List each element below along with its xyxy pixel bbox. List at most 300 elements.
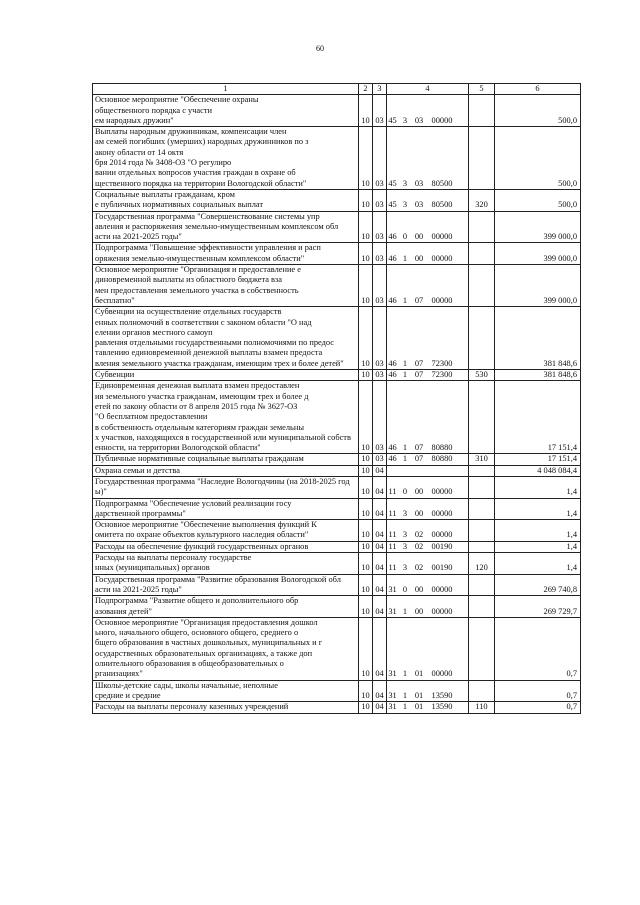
target-code-part: 07 <box>414 358 424 368</box>
row-target-code-cell <box>387 243 469 265</box>
row-name-cell <box>93 465 359 476</box>
row-name-line: енности, на территории Вологодской области" <box>95 443 261 453</box>
row-name-line: Школы-детские сады, школы начальные, неполные <box>95 680 278 690</box>
target-code-part: 0 <box>402 232 408 242</box>
target-code-part: 80880 <box>431 454 453 464</box>
target-code-part: 00000 <box>431 669 453 679</box>
target-code-part: 13590 <box>431 702 453 712</box>
table-row <box>93 596 581 618</box>
row-amount-cell: 399 000,0 <box>495 243 581 265</box>
target-code <box>387 563 468 573</box>
target-code-part: 31 <box>388 690 397 700</box>
row-amount-cell: 0,7 <box>495 680 581 702</box>
target-code-part: 45 <box>388 178 397 188</box>
row-amount-cell: 17 151,4 <box>495 381 581 454</box>
row-name-line: ем народных дружин" <box>95 115 174 125</box>
target-code-part: 07 <box>414 370 424 380</box>
row-name-cell <box>93 680 359 702</box>
target-code-part: 00 <box>414 508 424 518</box>
target-code-part: 1 <box>402 606 408 616</box>
table-row <box>93 211 581 243</box>
row-name-line: акону области от 14 октя <box>95 147 184 157</box>
row-name-line: тавлению единовременной денежной выплаты взамен предоста <box>95 348 323 358</box>
row-expense-type-cell <box>469 381 495 454</box>
row-amount-cell: 399 000,0 <box>495 265 581 307</box>
row-section-cell: 10 <box>359 476 373 498</box>
row-name-line: бщего образования в частных дошкольных, муниципальных и г <box>95 638 323 648</box>
target-code-part: 1 <box>402 253 408 263</box>
row-name-line: нных (муниципальных) органов <box>95 563 210 573</box>
row-expense-type-cell <box>469 541 495 552</box>
target-code-part: 02 <box>414 563 424 573</box>
target-code <box>387 370 468 380</box>
target-code-part: 01 <box>414 702 424 712</box>
target-code <box>387 585 468 595</box>
row-subsection-cell: 04 <box>373 498 387 520</box>
row-section-cell: 10 <box>359 211 373 243</box>
row-amount-cell: 269 729,7 <box>495 596 581 618</box>
row-name-line: асти на 2021-2025 годы" <box>95 232 182 242</box>
row-name-cell <box>93 265 359 307</box>
target-code <box>387 669 468 679</box>
target-code-part: 3 <box>402 508 408 518</box>
target-code <box>387 296 468 306</box>
row-subsection-cell: 04 <box>373 541 387 552</box>
target-code-part: 00000 <box>431 508 453 518</box>
row-section-cell: 10 <box>359 541 373 552</box>
target-code-part: 80500 <box>431 200 453 210</box>
row-section-cell: 10 <box>359 574 373 596</box>
row-name-line: Расходы на обеспечение функций государственных органов <box>95 541 309 551</box>
target-code-part: 02 <box>414 530 424 540</box>
target-code-part: 11 <box>388 541 397 551</box>
row-name-line: Подпрограмма "Развитие общего и дополнительного обр <box>95 596 299 606</box>
row-name-cell <box>93 243 359 265</box>
row-name-line: дарственной программы" <box>95 508 186 518</box>
budget-table-body <box>93 84 581 714</box>
target-code-part: 3 <box>402 563 408 573</box>
target-code-part: 07 <box>414 454 424 464</box>
row-target-code-cell <box>387 476 469 498</box>
table-row <box>93 553 581 575</box>
row-name-cell <box>93 520 359 542</box>
target-code <box>387 454 468 464</box>
row-name-line: Субвенции на осуществление отдельных государств <box>95 307 282 317</box>
target-code-part: 00000 <box>431 232 453 242</box>
target-code-part: 72300 <box>431 358 453 368</box>
row-amount-cell: 1,4 <box>495 520 581 542</box>
target-code-part: 31 <box>388 669 397 679</box>
target-code-part: 3 <box>402 178 408 188</box>
target-code-part: 00000 <box>431 115 453 125</box>
table-row <box>93 476 581 498</box>
row-amount-cell: 399 000,0 <box>495 211 581 243</box>
header-cell-5: 5 <box>469 84 495 95</box>
target-code <box>387 443 468 453</box>
table-row <box>93 127 581 190</box>
target-code-part: 00 <box>414 606 424 616</box>
row-name-line: бря 2014 года № 3408-ОЗ "О регулиро <box>95 158 232 168</box>
table-row <box>93 95 581 127</box>
row-name-line: Публичные нормативные социальные выплаты гражданам <box>95 454 304 464</box>
row-amount-cell: 500,0 <box>495 127 581 190</box>
row-amount-cell: 1,4 <box>495 541 581 552</box>
row-subsection-cell: 03 <box>373 454 387 465</box>
row-target-code-cell <box>387 211 469 243</box>
row-section-cell: 10 <box>359 702 373 713</box>
row-section-cell: 10 <box>359 680 373 702</box>
row-target-code-cell <box>387 702 469 713</box>
target-code-part: 72300 <box>431 370 453 380</box>
row-name-line: е публичных нормативных социальных выплат <box>95 200 264 210</box>
row-name-cell <box>93 476 359 498</box>
target-code-part: 31 <box>388 606 397 616</box>
row-name-cell <box>93 189 359 211</box>
table-row <box>93 617 581 680</box>
row-name-line: равления отдельными государственными полномочиями по предос <box>95 338 335 348</box>
row-name-line: азования детей" <box>95 606 152 616</box>
header-cell-4: 4 <box>387 84 469 95</box>
row-subsection-cell: 03 <box>373 370 387 381</box>
table-row <box>93 454 581 465</box>
target-code-part: 00 <box>414 584 424 594</box>
row-expense-type-cell <box>469 243 495 265</box>
row-name-cell <box>93 498 359 520</box>
budget-table <box>92 83 581 714</box>
target-code-part: 03 <box>414 115 424 125</box>
row-name-cell <box>93 617 359 680</box>
target-code-part: 02 <box>414 541 424 551</box>
target-code <box>387 232 468 242</box>
target-code-part: 46 <box>388 358 397 368</box>
row-name-line: енных полномочий в соответствии с законом области "О над <box>95 317 312 327</box>
row-name-line: Социальные выплаты гражданам, кром <box>95 189 235 199</box>
row-name-line: Охрана семьи и детства <box>95 465 180 475</box>
row-section-cell: 10 <box>359 553 373 575</box>
row-target-code-cell <box>387 680 469 702</box>
row-name-line: Подпрограмма "Обеспечение условий реализации госу <box>95 498 292 508</box>
row-subsection-cell: 04 <box>373 702 387 713</box>
row-expense-type-cell: 530 <box>469 370 495 381</box>
row-expense-type-cell: 310 <box>469 454 495 465</box>
target-code-part: 80500 <box>431 178 453 188</box>
row-section-cell: 10 <box>359 265 373 307</box>
row-target-code-cell <box>387 520 469 542</box>
target-code-part: 3 <box>402 530 408 540</box>
row-name-line: омитета по охране объектов культурного наследия области" <box>95 530 309 540</box>
row-subsection-cell: 03 <box>373 211 387 243</box>
target-code-part: 45 <box>388 200 397 210</box>
header-cell-3: 3 <box>373 84 387 95</box>
target-code-part: 00 <box>414 232 424 242</box>
target-code-part: 11 <box>388 530 397 540</box>
row-amount-cell: 500,0 <box>495 95 581 127</box>
table-row <box>93 680 581 702</box>
row-target-code-cell <box>387 265 469 307</box>
target-code-part: 00 <box>414 487 424 497</box>
row-name-line: Подпрограмма "Повышение эффективности управления и расп <box>95 243 321 253</box>
target-code-part: 00190 <box>431 563 453 573</box>
row-name-cell <box>93 454 359 465</box>
row-target-code-cell <box>387 596 469 618</box>
row-name-line: етей по закону области от 8 апреля 2015 года № 3627-ОЗ <box>95 401 298 411</box>
row-name-line: олнительного образования в общеобразовательных о <box>95 659 284 669</box>
table-row <box>93 307 581 370</box>
row-target-code-cell <box>387 381 469 454</box>
target-code-part: 00000 <box>431 253 453 263</box>
row-amount-cell: 269 740,8 <box>495 574 581 596</box>
target-code-part: 1 <box>402 358 408 368</box>
row-expense-type-cell <box>469 211 495 243</box>
row-name-cell <box>93 541 359 552</box>
row-name-line: средние и средние <box>95 690 161 700</box>
row-name-line: асти на 2021-2025 годы" <box>95 584 182 594</box>
table-row <box>93 189 581 211</box>
row-amount-cell: 17 151,4 <box>495 454 581 465</box>
row-section-cell: 10 <box>359 465 373 476</box>
page-number: 60 <box>316 44 324 53</box>
target-code-part: 46 <box>388 370 397 380</box>
row-target-code-cell <box>387 541 469 552</box>
target-code-part: 07 <box>414 443 424 453</box>
target-code-part: 00000 <box>431 606 453 616</box>
row-name-line: Основное мероприятие "Организация и предоставление е <box>95 265 301 275</box>
row-name-line: ы)" <box>95 487 107 497</box>
row-subsection-cell: 04 <box>373 465 387 476</box>
target-code-part: 00000 <box>431 487 453 497</box>
row-name-cell <box>93 381 359 454</box>
row-section-cell: 10 <box>359 127 373 190</box>
target-code-part: 1 <box>402 370 408 380</box>
target-code-part: 13590 <box>431 690 453 700</box>
target-code <box>387 691 468 701</box>
row-subsection-cell: 03 <box>373 95 387 127</box>
row-name-line: Основное мероприятие "Обеспечение выполнения функций К <box>95 520 317 530</box>
row-target-code-cell <box>387 617 469 680</box>
target-code-part: 1 <box>402 690 408 700</box>
row-name-line: рганизациях" <box>95 669 143 679</box>
row-subsection-cell: 03 <box>373 243 387 265</box>
table-header-row <box>93 84 581 95</box>
table-row <box>93 574 581 596</box>
row-target-code-cell <box>387 127 469 190</box>
row-expense-type-cell <box>469 617 495 680</box>
row-expense-type-cell <box>469 520 495 542</box>
row-amount-cell: 500,0 <box>495 189 581 211</box>
row-name-line: Государственная программа "Развитие образования Вологодской обл <box>95 574 341 584</box>
row-target-code-cell <box>387 95 469 127</box>
target-code-part: 11 <box>388 563 397 573</box>
target-code-part: 00000 <box>431 584 453 594</box>
target-code <box>387 530 468 540</box>
row-expense-type-cell <box>469 596 495 618</box>
row-subsection-cell: 04 <box>373 596 387 618</box>
row-expense-type-cell <box>469 307 495 370</box>
row-name-line: ьного, начального общего, основного общего, среднего о <box>95 628 299 638</box>
row-name-line: общественного порядка с участи <box>95 105 212 115</box>
table-row <box>93 520 581 542</box>
row-name-line: бесплатно" <box>95 295 135 305</box>
row-name-line: Выплаты народным дружинникам, компенсации член <box>95 127 287 137</box>
target-code-part: 0 <box>402 584 408 594</box>
row-amount-cell: 381 848,6 <box>495 307 581 370</box>
row-section-cell: 10 <box>359 370 373 381</box>
row-name-line: осударственных образовательных организациях, а также доп <box>95 648 313 658</box>
row-expense-type-cell <box>469 574 495 596</box>
row-name-line: елении органов местного самоуп <box>95 327 213 337</box>
row-subsection-cell: 04 <box>373 476 387 498</box>
table-row <box>93 243 581 265</box>
row-subsection-cell: 04 <box>373 617 387 680</box>
row-target-code-cell <box>387 465 469 476</box>
target-code <box>387 487 468 497</box>
target-code-part: 01 <box>414 690 424 700</box>
row-subsection-cell: 03 <box>373 265 387 307</box>
row-target-code-cell <box>387 553 469 575</box>
target-code-part: 46 <box>388 253 397 263</box>
row-target-code-cell <box>387 454 469 465</box>
row-section-cell: 10 <box>359 381 373 454</box>
table-row <box>93 498 581 520</box>
target-code <box>387 116 468 126</box>
target-code-part: 1 <box>402 454 408 464</box>
target-code-part: 07 <box>414 295 424 305</box>
target-code-part: 00000 <box>431 530 453 540</box>
row-target-code-cell <box>387 307 469 370</box>
target-code <box>387 509 468 519</box>
target-code-part: 01 <box>414 669 424 679</box>
target-code-part: 1 <box>402 702 408 712</box>
row-expense-type-cell <box>469 95 495 127</box>
table-row <box>93 465 581 476</box>
row-section-cell: 10 <box>359 520 373 542</box>
row-target-code-cell <box>387 498 469 520</box>
target-code <box>387 179 468 189</box>
row-name-cell <box>93 553 359 575</box>
row-expense-type-cell: 120 <box>469 553 495 575</box>
target-code-part: 46 <box>388 443 397 453</box>
row-amount-cell: 381 848,6 <box>495 370 581 381</box>
table-row <box>93 541 581 552</box>
row-subsection-cell: 04 <box>373 574 387 596</box>
table-row <box>93 265 581 307</box>
target-code-part: 1 <box>402 669 408 679</box>
target-code-part: 00190 <box>431 541 453 551</box>
row-name-line: Расходы на выплаты персоналу государстве <box>95 553 252 563</box>
row-name-cell <box>93 211 359 243</box>
target-code-part: 80880 <box>431 443 453 453</box>
target-code-part: 03 <box>414 200 424 210</box>
header-cell-2: 2 <box>359 84 373 95</box>
row-section-cell: 10 <box>359 95 373 127</box>
target-code-part: 31 <box>388 702 397 712</box>
row-section-cell: 10 <box>359 498 373 520</box>
target-code-part: 46 <box>388 454 397 464</box>
row-name-line: Основное мероприятие "Организация предоставления дошкол <box>95 617 318 627</box>
row-expense-type-cell <box>469 476 495 498</box>
row-name-cell <box>93 370 359 381</box>
row-name-line: Государственная программа "Наследие Вологодчины (на 2018-2025 год <box>95 476 350 486</box>
row-name-line: диновременной выплаты из областного бюджета вза <box>95 275 283 285</box>
row-section-cell: 10 <box>359 189 373 211</box>
row-section-cell: 10 <box>359 617 373 680</box>
target-code-part: 11 <box>388 508 397 518</box>
row-name-line: х участков, находящихся в государственной или муниципальной собств <box>95 432 351 442</box>
row-expense-type-cell <box>469 265 495 307</box>
row-subsection-cell: 03 <box>373 381 387 454</box>
target-code-part: 11 <box>388 487 397 497</box>
row-expense-type-cell <box>469 465 495 476</box>
row-name-line: Единовременная денежная выплата взамен предоставлен <box>95 381 300 391</box>
row-expense-type-cell <box>469 498 495 520</box>
table-row <box>93 381 581 454</box>
row-name-line: ам семей погибших (умерших) народных дружинников по з <box>95 137 309 147</box>
row-name-cell <box>93 574 359 596</box>
row-subsection-cell: 04 <box>373 553 387 575</box>
row-target-code-cell <box>387 189 469 211</box>
target-code <box>387 607 468 617</box>
row-name-line: в собственность отдельным категориям граждан земельны <box>95 422 304 432</box>
row-name-line: щественного порядка на территории Вологодской области" <box>95 178 307 188</box>
row-expense-type-cell: 320 <box>469 189 495 211</box>
target-code-part: 00 <box>414 253 424 263</box>
row-name-line: Государственная программа "Совершенствование системы упр <box>95 211 320 221</box>
row-name-line: "О бесплатном предоставлении <box>95 412 208 422</box>
target-code <box>387 542 468 552</box>
row-name-line: Расходы на выплаты персоналу казенных учреждений <box>95 702 289 712</box>
target-code-part: 1 <box>402 295 408 305</box>
row-name-cell <box>93 127 359 190</box>
target-code <box>387 702 468 712</box>
row-subsection-cell: 04 <box>373 520 387 542</box>
row-subsection-cell: 04 <box>373 680 387 702</box>
target-code-part: 3 <box>402 200 408 210</box>
row-subsection-cell: 03 <box>373 307 387 370</box>
row-section-cell: 10 <box>359 454 373 465</box>
header-cell-6: 6 <box>495 84 581 95</box>
row-name-cell <box>93 307 359 370</box>
target-code-part: 3 <box>402 541 408 551</box>
row-name-line: Основное мероприятие "Обеспечение охраны <box>95 95 259 105</box>
target-code-part: 46 <box>388 232 397 242</box>
row-amount-cell: 1,4 <box>495 476 581 498</box>
target-code <box>387 200 468 210</box>
row-name-line: вления земельного участка гражданам, имеющим трех и более детей" <box>95 358 344 368</box>
target-code-part: 45 <box>388 115 397 125</box>
header-cell-1: 1 <box>93 84 359 95</box>
row-name-line: мен предоставления земельного участка в собственность <box>95 285 299 295</box>
row-amount-cell: 0,7 <box>495 702 581 713</box>
row-amount-cell: 1,4 <box>495 553 581 575</box>
row-name-cell <box>93 596 359 618</box>
row-name-line: авления и распоряжения земельно-имущественным комплексом обл <box>95 221 339 231</box>
target-code-part: 0 <box>402 487 408 497</box>
row-name-cell <box>93 702 359 713</box>
target-code-part: 03 <box>414 178 424 188</box>
row-amount-cell: 0,7 <box>495 617 581 680</box>
row-name-line: вании отдельных вопросов участия граждан в охране об <box>95 168 296 178</box>
row-name-line: Субвенции <box>95 370 135 380</box>
table-row <box>93 702 581 713</box>
row-expense-type-cell <box>469 680 495 702</box>
row-target-code-cell <box>387 574 469 596</box>
target-code-part: 31 <box>388 584 397 594</box>
target-code <box>387 359 468 369</box>
row-section-cell: 10 <box>359 307 373 370</box>
row-section-cell: 10 <box>359 243 373 265</box>
row-subsection-cell: 03 <box>373 127 387 190</box>
row-section-cell: 10 <box>359 596 373 618</box>
